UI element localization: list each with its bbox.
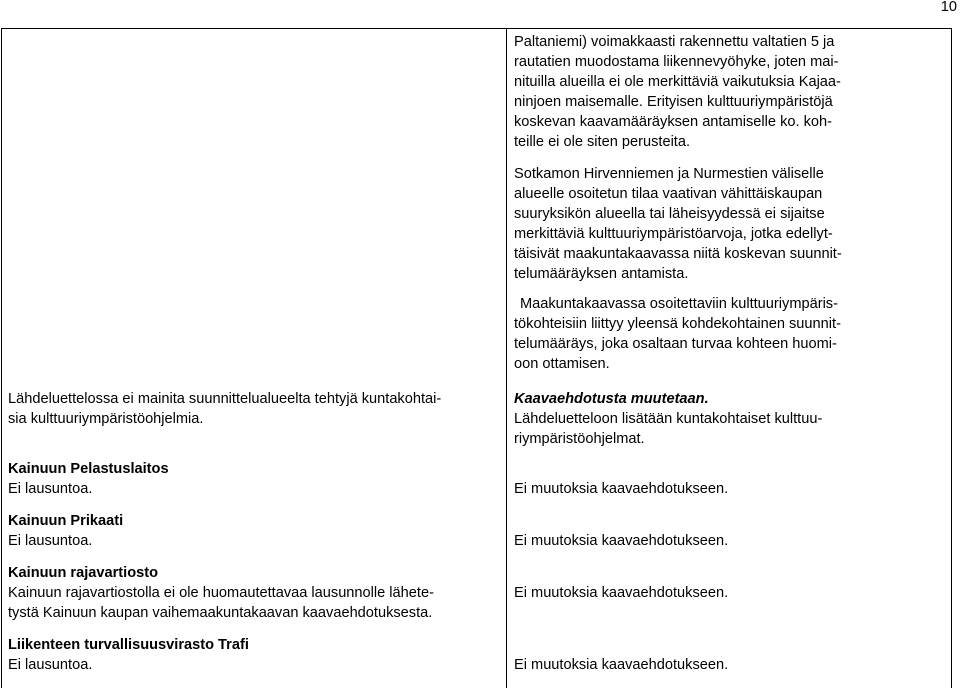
text-line: sia kulttuuriympäristöohjelmia. — [8, 411, 204, 427]
statement-prikaati — [8, 511, 496, 551]
text-line: tystä Kainuun kaupan vaihemaakuntakaavan kaavaehdotuksesta. — [8, 605, 433, 621]
organization-heading: Kainuun Prikaati — [8, 513, 124, 529]
text-line: nituilla alueilla ei ole merkittäviä vaikutuksia Kajaa- — [514, 74, 841, 90]
text-line: alueelle osoitetun tilaa vaativan vähittäiskaupan — [514, 186, 823, 202]
organization-heading: Kainuun Pelastuslaitos — [8, 461, 169, 477]
text-line: Kainuun rajavartiostolla ei ole huomautettavaa lausunnolle lähete- — [8, 585, 434, 601]
text-line: täisivät maakuntakaavassa niitä koskevan suunnit- — [514, 246, 842, 262]
text-line: Ei lausuntoa. — [8, 533, 93, 549]
response-sotkamo-paragraph — [514, 164, 874, 284]
text-line: Paltaniemi) voimakkaasti rakennettu valtatien 5 ja — [514, 34, 835, 50]
text-line: ninjoen maisemalle. Erityisen kulttuuriympäristöjä — [514, 94, 833, 110]
text-line: telumääräyksen antamista. — [514, 266, 689, 282]
response-pelastuslaitos: Ei muutoksia kaavaehdotukseen. — [514, 481, 729, 497]
text-line: koskevan kaavamääräyksen antamiselle ko. koh- — [514, 114, 832, 130]
organization-heading: Liikenteen turvallisuusvirasto Trafi — [8, 637, 249, 653]
organization-heading: Kainuun rajavartiosto — [8, 565, 159, 581]
statement-trafi — [8, 635, 496, 675]
text-line: merkittäviä kulttuuriympäristöarvoja, jotka edellyt- — [514, 226, 833, 242]
statement-pelastuslaitos — [8, 459, 496, 499]
response-source-list — [514, 389, 874, 449]
statement-source-list — [8, 389, 496, 429]
response-rajavartiosto: Ei muutoksia kaavaehdotukseen. — [514, 585, 729, 601]
text-line: teille ei ole siten perusteita. — [514, 134, 691, 150]
response-trafi: Ei muutoksia kaavaehdotukseen. — [514, 657, 729, 673]
text-line: Maakuntakaavassa osoitettaviin kulttuuriympäris- — [520, 296, 838, 312]
statement-rajavartiosto — [8, 563, 496, 623]
text-line: Ei lausuntoa. — [8, 481, 93, 497]
text-line: Lähdeluetteloon lisätään kuntakohtaiset kulttuu- — [514, 411, 823, 427]
text-line: Lähdeluettelossa ei mainita suunnittelualueelta tehtyjä kuntakohtai- — [8, 391, 442, 407]
text-line: telumääräys, joka osaltaan turvaa kohteen huomi- — [514, 336, 837, 352]
response-intro-paragraph — [514, 32, 874, 152]
text-line: rautatien muodostama liikennevyöhyke, joten mai- — [514, 54, 839, 70]
text-line: Sotkamon Hirvenniemen ja Nurmestien väliselle — [514, 166, 824, 182]
text-line: riympäristöohjelmat. — [514, 431, 645, 447]
response-prikaati: Ei muutoksia kaavaehdotukseen. — [514, 533, 729, 549]
column-divider — [506, 28, 507, 688]
text-line: suuryksikön alueella tai läheisyydessä ei sijaitse — [514, 206, 825, 222]
text-line: oon ottamisen. — [514, 356, 610, 372]
page-number: 10 — [940, 0, 957, 15]
text-line: Ei lausuntoa. — [8, 657, 93, 673]
text-line: tökohteisiin liittyy yleensä kohdekohtainen suunnit- — [514, 316, 841, 332]
response-maakunta-paragraph — [514, 294, 880, 374]
response-heading: Kaavaehdotusta muutetaan. — [514, 391, 709, 407]
